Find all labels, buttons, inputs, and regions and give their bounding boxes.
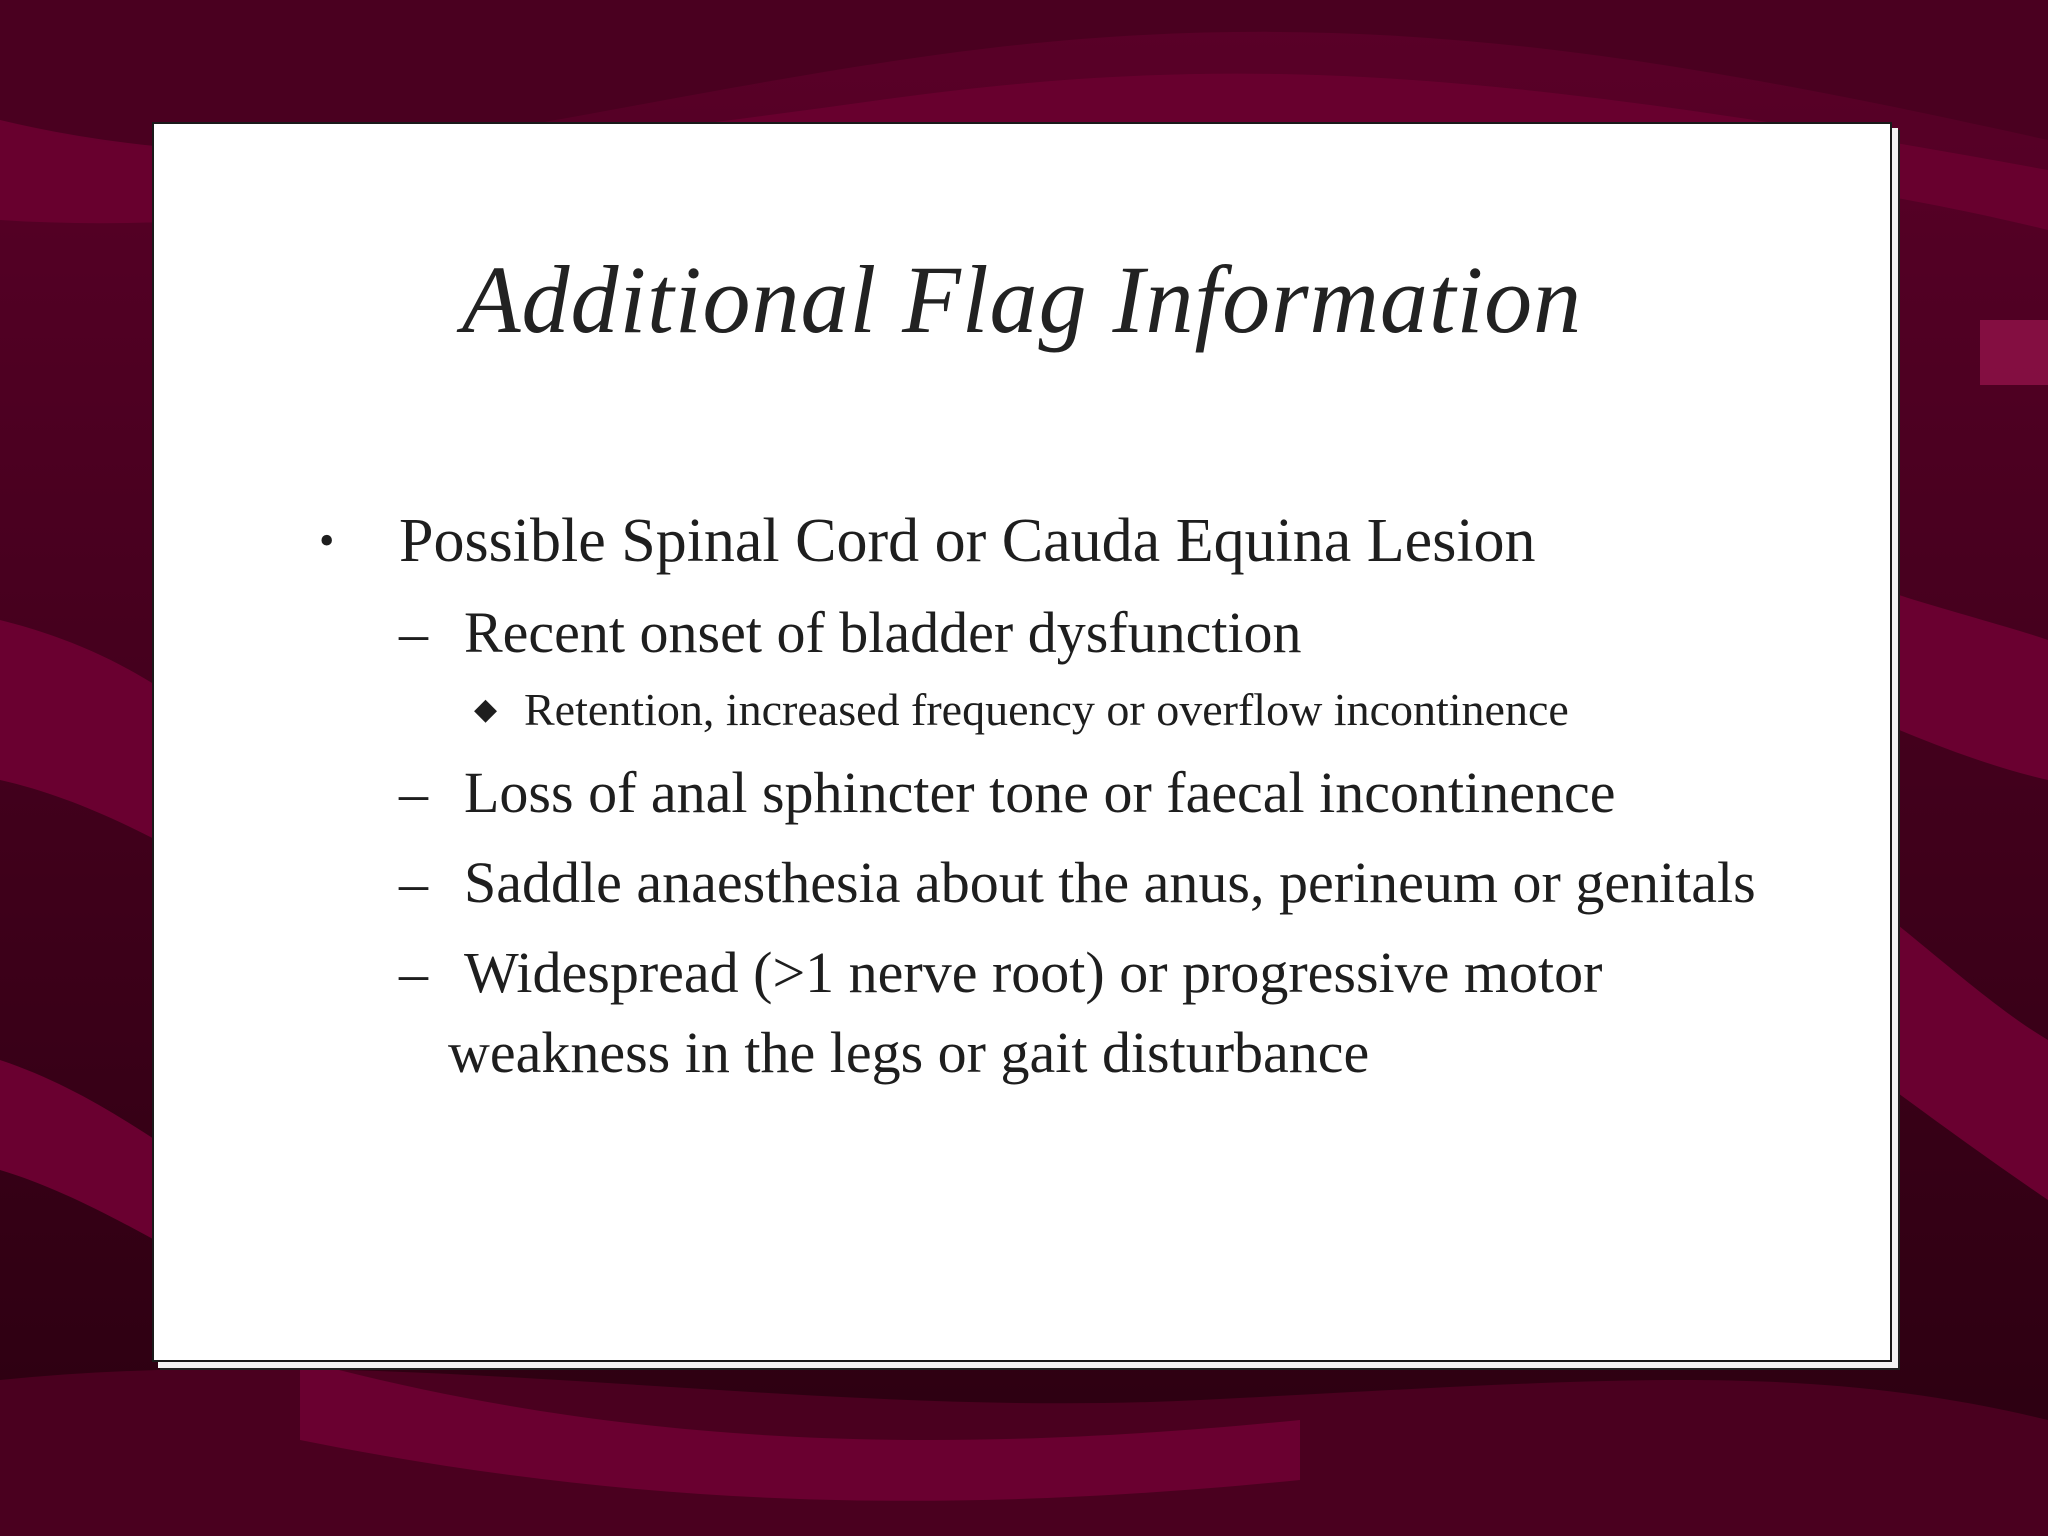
dash-icon: – [399, 600, 428, 665]
bullet-text: Possible Spinal Cord or Cauda Equina Lesion [399, 507, 1536, 575]
sub-bullet-text: Widespread (>1 nerve root) or progressive motor weakness in the legs or gait disturbance [448, 940, 1603, 1085]
dash-icon: – [399, 850, 428, 915]
sub-bullet-text: Saddle anaesthesia about the anus, perineum or genitals [464, 850, 1756, 915]
diamond-bullet-icon: ◆ [474, 693, 498, 726]
sub-bullet [399, 843, 1839, 923]
bullet-dot-icon: • [319, 516, 335, 565]
slide-content [319, 499, 1839, 1093]
sub-bullet-text: Loss of anal sphincter tone or faecal incontinence [464, 760, 1616, 825]
bullet-level1 [319, 499, 1839, 583]
slide-title: Additional Flag Information [461, 246, 1583, 353]
sub-bullet-text: Recent onset of bladder dysfunction [464, 600, 1302, 665]
sub-sub-bullet-text: Retention, increased frequency or overflow incontinence [524, 684, 1569, 735]
dash-icon: – [399, 760, 428, 825]
sub-bullet [399, 933, 1839, 1093]
dash-icon: – [399, 940, 428, 1005]
sub-bullet [399, 593, 1839, 673]
sub-bullet [399, 753, 1839, 833]
slide-card [152, 122, 1892, 1362]
sub-sub-bullet [474, 677, 1839, 743]
